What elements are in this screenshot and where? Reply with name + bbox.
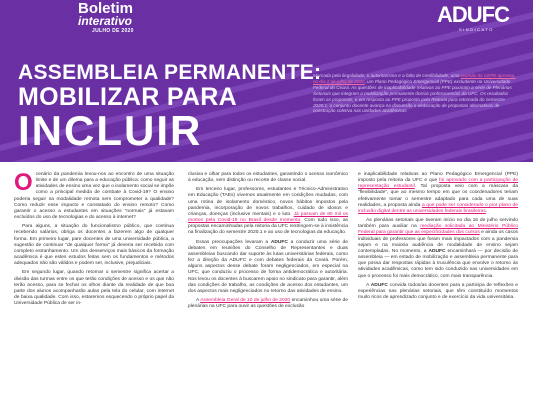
paragraph (188, 298, 348, 310)
intro-text (313, 73, 518, 114)
digital-inclusion-link[interactable]: a que pode ser considerado o pior plano de inclusão digital dentre as universidades federais brasileiras (358, 202, 518, 214)
intro-text-part: Marcada pela ilegalidade, o autoritarismo e a falta de credibilidade, uma (313, 73, 461, 78)
logo-text: ADUFC (437, 2, 509, 27)
mpf-mediation-link[interactable]: mediação solicitada ao Ministério Público Federal para garantir que as especificidades dos cursos (358, 224, 519, 236)
headline-line-3: INCLUIR (18, 107, 203, 154)
paragraph-text: convida todos/as docentes para a participa de reflexões e experiências nas plenárias setoriais, que têm constituído momentos muito ricos de aprendizado conjunto e de exercício da vida universitária. (358, 282, 518, 300)
student-representation-link[interactable]: foi aprovado com a participação de representação estudantil (358, 178, 519, 190)
paragraph (188, 187, 348, 236)
logo-subtitle: SINDICATO (459, 27, 494, 32)
paragraph-text: encaminhou uma série de plenárias na UFC para ouvir as questões de exclusão (188, 297, 348, 310)
article-column-1 (14, 169, 174, 307)
paragraph-text: Essas preocupações levaram a (196, 239, 271, 245)
bulletin-subtitle: interativo (78, 14, 133, 28)
paragraph-text: e inaplicabilidade relativas ao Plano Pedagógico Emergencial (PPE) imposto pela reitoria da UFC e que (358, 172, 518, 184)
paragraph (14, 169, 174, 221)
top-bar (0, 0, 533, 36)
bulletin-title: Boletim (78, 0, 134, 17)
adufc-mention: ADUFC (428, 248, 446, 254)
paragraph: Em segundo lugar, quando retornar o semestre significa acertar a divisão das turmas entre os que terão condições de acesso e os que não terão acesso, para se fechar os olhos diante da realidade de que boa parte dos alunos acompanharão aulas pela tela do celular, com internet de baixa qualidade. Com isso, estaremos esquecendo o próprio papel da Universidade Pública de ser in- (14, 270, 174, 307)
headline-line-2: MOBILIZAR PARA (18, 83, 237, 111)
intro-text-part: , um Plano Pedagógico Emergencial (PPE) excludente na Universidade Federal do Ceará. As questões de inaplicabilidade relativas ao PPE puxaram a série de Plenárias Setoriais que integram a mobilização permanente dos/as professores/as da UFC. Os resultados foram as propostas, e em resposta ao PPE proposto pela Reitoria para retomada do semestre 2020.1, o conjunto docente avança na discussão e elaboração de propostas alternativas de construção coletiva nas unidades acadêmicas (313, 78, 512, 114)
paragraph-text: Em terceiro lugar, professores, estudantes e Técnico-Administrativo em Educação (TAEs) vivemos atualmente em condições mudadas, com uma rotina de isolamento doméstico, novos hábitos impostos pela pandemia, incorporação de novos trabalhos, cuidado de idosos e crianças, doenças (inclusive mentais) e o luto. (188, 187, 348, 217)
article-column-2 (188, 172, 348, 310)
drop-cap: O (14, 169, 33, 196)
headline-line-1: ASSEMBLEIA PERMANENTE: (18, 61, 322, 84)
paragraph-text: cenário da pandemia levou-nos ao encontro de uma situação limite e de um dilema para a educação pública: como seguir as atividades de ensino uma vez que o isolamento social se impõe como a principal medida de combate à Covid-19? O ensino poderia seguir na modalidade remota sem comprometer a qualidade? Como reduzir esse impacto e constatado do ensino remoto? Como garantir o acesso a estudantes em situações "normais" já estavam excluídos do uso de tecnologias e do acesso à internet? (14, 172, 174, 221)
paragraph-text: A (196, 297, 201, 303)
adufc-mention: ADUFC (370, 282, 388, 288)
paragraph (358, 283, 518, 301)
article-column-3 (358, 172, 518, 301)
paragraph-text: As plenárias setoriais que tiveram início no dia 16 de julho servindo também para auxiliar na (358, 218, 518, 230)
paragraph-text: e ainda os casos individuais de professores que foram mais impactados com a pandemia sejam e na maioria audiência de modalidade de ensino sejam contempladas. No momento, a (358, 230, 518, 254)
header-banner (0, 0, 533, 162)
paragraph (188, 240, 348, 295)
paragraph-text: . Com tudo isso, as propostas encaminhadas pela reitoria da UFC restringem-se à insistência na finalização do semestre 2020.1 e ao uso de tecnologias da educação. (188, 218, 348, 236)
assembly-link[interactable]: Assembleia Geral de 10 de julho de 2020 (200, 297, 291, 303)
adufc-logo (437, 3, 517, 33)
paragraph (358, 218, 518, 280)
paragraph-text: A (366, 282, 371, 288)
paragraph-text: a conduzir uma série de debates em reuniões do Conselho de Representantes e duas assembleias buscando dar suporte às lutas universitárias federais, como fez a direção da ADUFC e com debates federais da Ceará. Porém, alguns aspectos desse debate foram negligenciados, em especial na UFC, que conduziu o processo de forma antidemocrática e autoritária. Nos levou os docentes à buscarem apoio no sindicato para garantir, além das condições de trabalho, as condições de acesso dos estudantes, um dos aspectos mais negligenciados no retorno das atividades de ensino. (188, 239, 349, 294)
paragraph-text: . Tal proposta veio com a máscara da "flexibilidade", que ao mesmo tempo em que os coordenadores teriam efetivamente tomar o semestre adaptado para cada uma de suas realidades, a proposta ainda (358, 184, 518, 208)
bulletin-date: JULHO DE 2020 (92, 28, 134, 34)
intro-link[interactable]: reunião do CEPE aprovou, no dia 2 de julho de 2020 (313, 73, 516, 84)
paragraph (358, 172, 518, 215)
paragraph-text: . (485, 208, 488, 214)
adufc-mention: ADUFC (270, 239, 288, 245)
paragraph: Para alguns, a situação do funcionalismo público, que continua recebendo salários, obriga os docentes a fazerem algo de qualquer forma. Em primeiro lugar, pare docentes de uma universidade pública, a sugestão de continuar "de qualquer forma" já deveria ser recebida com completo estranhamento. Um dos desserviços mais básicos da formação acadêmica é que estes estudos feitas sem os fundamentos e métodos adequados não são válidos e podem ser, inclusive, prejudiciais. (14, 224, 174, 267)
paragraph: clusiva e olhar para todos os estudantes, garantindo o acesso isonômico à educação, sem distinção ou recorte de classe social. (188, 172, 348, 184)
paragraph-text: encaminhará — por decisão de assembleia — em estado de mobilização e assembleia permanente para que possa dar respostas rápidas à truculência que envolve o retorno às atividades acadêmicas, como tem sido conduzido nas universidades em que o processo foi mais democrático, com mais transparência. (358, 248, 519, 279)
covid-deaths-link[interactable]: Já passam de 80 mil os mortos pela Covid-19 no Brasil desde momento (188, 211, 348, 224)
